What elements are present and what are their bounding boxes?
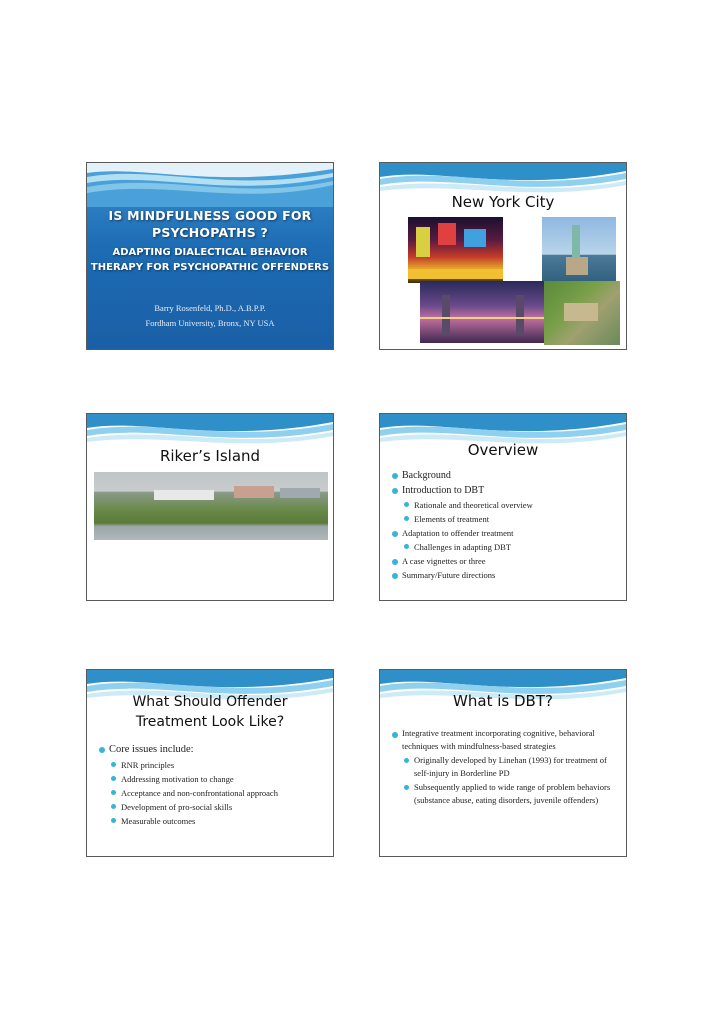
slide-3-rikers-island [86, 413, 334, 601]
list-item: Background [392, 468, 618, 483]
subtitle-line-2: THERAPY FOR PSYCHOPATHIC OFFENDERS [90, 262, 330, 273]
slide-title: What is DBT? [453, 692, 553, 710]
list-item: Integrative treatment incorporating cognitive, behavioral techniques with mindfulness-based strategies [392, 727, 618, 752]
wave-header-decoration [87, 163, 333, 207]
dbt-bullet-list [392, 727, 618, 806]
slide-2-new-york-city [379, 162, 627, 350]
title-line-2: Treatment Look Like? [135, 714, 285, 730]
slide-title: Riker’s Island [159, 447, 261, 465]
list-item: Adaptation to offender treatment [392, 526, 618, 540]
list-item: Elements of treatment [404, 512, 618, 526]
slide-title: New York City [451, 193, 555, 211]
list-item: Rationale and theoretical overview [404, 498, 618, 512]
slide-1-title [86, 162, 334, 350]
list-item: Addressing motivation to change [111, 772, 327, 786]
list-item: A case vignettes or three [392, 554, 618, 568]
list-item: Acceptance and non-confrontational approach [111, 786, 327, 800]
slide-5-offender-treatment [86, 669, 334, 857]
list-item: Originally developed by Linehan (1993) for treatment of self-injury in Borderline PD [404, 754, 618, 779]
overview-bullet-list [392, 468, 618, 582]
list-item: Challenges in adapting DBT [404, 540, 618, 554]
list-item: Measurable outcomes [111, 814, 327, 828]
list-item: Introduction to DBT [392, 483, 618, 498]
list-item: Summary/Future directions [392, 568, 618, 582]
author-name: Barry Rosenfeld, Ph.D., A.B.P.P. [154, 303, 266, 313]
list-item: Development of pro-social skills [111, 800, 327, 814]
statue-of-liberty-photo [542, 217, 616, 285]
brooklyn-bridge-photo [420, 281, 550, 343]
subtitle-line-1: ADAPTING DIALECTICAL BEHAVIOR [112, 247, 308, 258]
title-line-1: What Should Offender [132, 694, 288, 710]
slide-4-overview [379, 413, 627, 601]
offender-bullet-list [99, 742, 327, 828]
aerial-island-photo [544, 281, 620, 345]
list-item: Subsequently applied to wide range of problem behaviors (substance abuse, eating disorders, juvenile offenders) [404, 781, 618, 806]
slide-title: Overview [467, 441, 539, 459]
slide-6-what-is-dbt [379, 669, 627, 857]
rikers-island-aerial-photo [94, 472, 328, 540]
slide-title [87, 692, 333, 732]
list-item: RNR principles [111, 758, 327, 772]
list-item: Core issues include: [99, 742, 327, 758]
title-line-1: IS MINDFULNESS GOOD FOR [108, 208, 312, 223]
author-affiliation: Fordham University, Bronx, NY USA [145, 318, 275, 328]
title-line-2: PSYCHOPATHS ? [152, 225, 268, 240]
times-square-photo [408, 217, 503, 283]
